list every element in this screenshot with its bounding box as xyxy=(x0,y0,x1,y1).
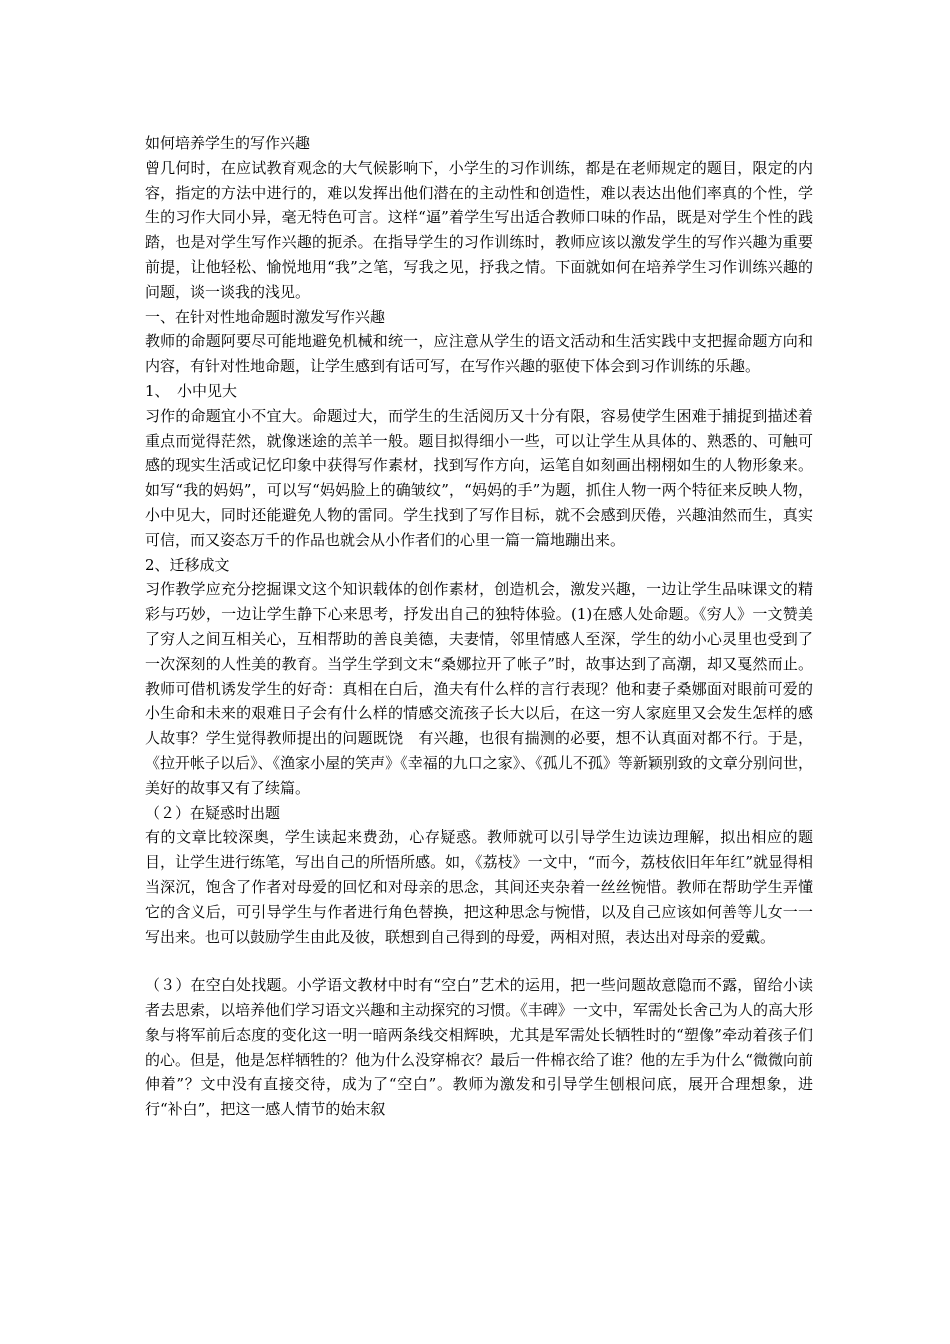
paragraph-subsection-2-3: （３）在空白处找题。小学语文教材中时有“空白”艺术的运用，把一些问题故意隐而不露，留给小读者去思索，以培养他们学习语文兴趣和主动探究的习惯。《丰碑》一文中，军需处长舍己为人的高大形象与将军前后态度的变化这一明一暗两条线交相辉映，尤其是军需处长牺牲时的“塑像”牵动着孩子们的心。但是，他是怎样牺牲的？他为什么没穿棉衣？最后一件棉衣给了谁？他的左手为什么“微微向前伸着”？文中没有直接交待，成为了“空白”。教师为激发和引导学生刨根问底，展开合理想象，进行“补白”，把这一感人情节的始末叙 xyxy=(145,976,813,1119)
document-body xyxy=(145,131,813,1122)
paragraph-section-1: 教师的命题阿要尽可能地避免机械和统一，应注意从学生的语文活动和生活实践中支把握命题方向和内容，有针对性地命题，让学生感到有话可写，在写作兴趣的驱使下体会到习作训练的乐趣。 xyxy=(145,332,813,376)
subheading-1: 1、 小中见大 xyxy=(145,381,238,400)
paragraph-subsection-2: 习作教学应充分挖掘课文这个知识载体的创作素材，创造机会，激发兴趣，一边让学生品味课文的精彩与巧妙，一边让学生静下心来思考，抒发出自己的独特体验。(1)在感人处命题。《穷人》一文赞美了穷人之间互相关心，互相帮助的善良美德，夫妻情，邻里情感人至深，学生的幼小心灵里也受到了一次深刻的人性美的教育。当学生学到文末“桑娜拉开了帐子”时，故事达到了高潮，却又戛然而止。教师可借机诱发学生的好奇：真相在白后，渔夫有什么样的言行表现？他和妻子桑娜面对眼前可爱的小生命和未来的艰难日子会有什么样的情感交流孩子长大以后，在这一穷人家庭里又会发生怎样的感人故事？学生觉得教师提出的问题既饶 有兴趣，也很有揣测的必要，想不认真面对都不行。于是，《拉开帐子以后》、《渔家小屋的笑声》《幸福的九口之家》、《孤儿不孤》等新颖别致的文章分别问世，美好的故事又有了续篇。 xyxy=(145,580,813,797)
document-title: 如何培养学生的写作兴趣 xyxy=(145,134,311,152)
paragraph-subsection-1: 习作的命题宜小不宜大。命题过大，而学生的生活阅历又十分有限，容易使学生困难于捕捉到描述着重点而觉得茫然，就像迷途的羔羊一般。题目拟得细小一些，可以让学生从具体的、熟悉的、可触可感的现实生活或记忆印象中获得写作素材，找到写作方向，运笔自如刻画出栩栩如生的人物形象来。如写“我的妈妈”，可以写“妈妈脸上的确皱纹”，“妈妈的手”为题，抓住人物一两个特征来反映人物，小中见大，同时还能避免人物的雷同。学生找到了写作目标，就不会感到厌倦，兴趣油然而生，真实可信，而又姿态万千的作品也就会从小作者们的心里一篇一篇地蹦出来。 xyxy=(145,406,813,549)
subheading-2-2: （２）在疑惑时出题 xyxy=(145,803,281,822)
section-heading-1: 一、在针对性地命题时激发写作兴趣 xyxy=(145,307,386,326)
subheading-2: 2、迁移成文 xyxy=(145,555,230,574)
paragraph-subsection-2-2: 有的文章比较深奥，学生读起来费劲，心存疑惑。教师就可以引导学生边读边理解，拟出相应的题目，让学生进行练笔，写出自己的所悟所感。如，《荔枝》一文中，“而今，荔枝依旧年年红”就显得相当深沉，饱含了作者对母爱的回忆和对母亲的思念，其间还夹杂着一丝丝惋惜。教师在帮助学生弄懂它的含义后，可引导学生与作者进行角色替换，把这种思念与惋惜，以及自己应该如何善等儿女一一写出来。也可以鼓励学生由此及彼，联想到自己得到的母爱，两相对照，表达出对母亲的爱戴。 xyxy=(145,828,813,946)
paragraph-intro: 曾几何时，在应试教育观念的大气候影响下，小学生的习作训练，都是在老师规定的题目，限定的内容，指定的方法中进行的，难以发挥出他们潜在的主动性和创造性，难以表达出他们率真的个性，学生的习作大同小异，毫无特色可言。这样“逼”着学生写出适合教师口味的作品，既是对学生个性的践踏，也是对学生写作兴趣的扼杀。在指导学生的习作训练时，教师应该以激发学生的写作兴趣为重要前提，让他轻松、愉悦地用“我”之笔，写我之见，抒我之情。下面就如何在培养学生习作训练兴趣的问题，谈一谈我的浅见。 xyxy=(145,158,813,301)
